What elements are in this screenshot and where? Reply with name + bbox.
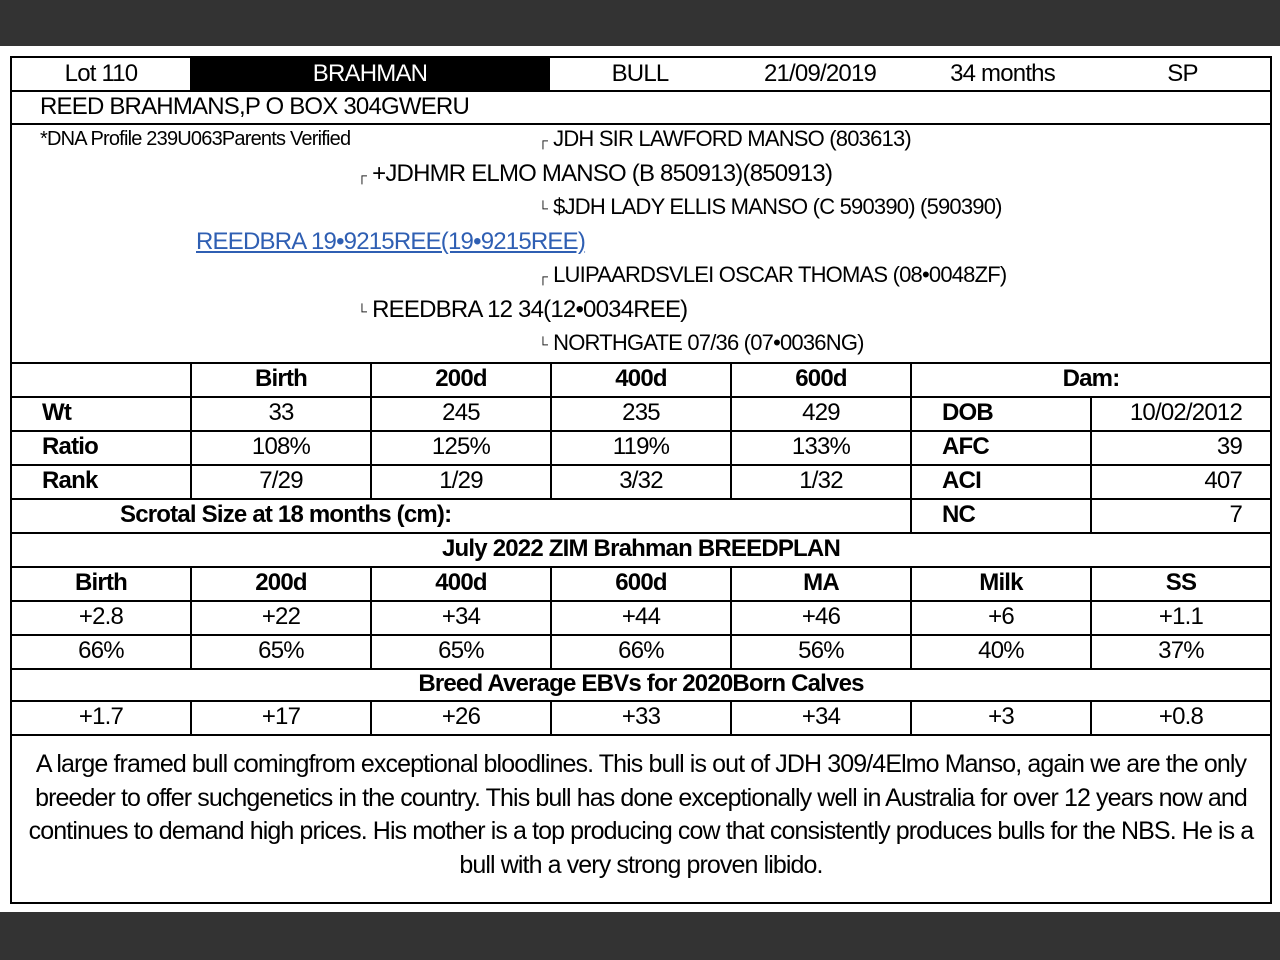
dam-nc-label: NC — [942, 501, 976, 528]
ebv-header-ss: SS — [1165, 569, 1197, 596]
breeder-address: REED BRAHMANS,P O BOX 304GWERU — [40, 93, 470, 120]
branch-bottom-icon: └ — [357, 302, 367, 319]
ebv-accuracy-ma: 56% — [798, 637, 844, 664]
row-label-ratio: Ratio — [42, 433, 99, 460]
ebv-header-milk: Milk — [979, 569, 1023, 596]
ebv-value-400d: +34 — [441, 603, 481, 630]
dam-dob-label: DOB — [942, 399, 993, 426]
lot-number: Lot 110 — [64, 60, 138, 87]
dam-nc-value: 7 — [1229, 501, 1242, 528]
dam-dob-value: 10/02/2012 — [1129, 399, 1242, 426]
breed-avg-600d: +33 — [621, 703, 661, 730]
pedigree-sire: ┌ +JDHMR ELMO MANSO (B 850913)(850913) — [357, 160, 833, 187]
dam-afc-value: 39 — [1216, 433, 1242, 460]
breed-label: BRAHMAN — [190, 58, 550, 90]
wt-200d: 245 — [442, 399, 480, 426]
pedigree-sire-dam: └ $JDH LADY ELLIS MANSO (C 590390) (590390) — [538, 194, 1002, 219]
branch-bottom-icon: └ — [538, 200, 548, 217]
wt-600d: 429 — [802, 399, 840, 426]
rank-200d: 1/29 — [439, 467, 483, 494]
perf-header-birth: Birth — [255, 365, 307, 392]
breed-avg-200d: +17 — [261, 703, 301, 730]
ebv-accuracy-ss: 37% — [1158, 637, 1204, 664]
rank-400d: 3/32 — [619, 467, 663, 494]
animal-id-link[interactable]: REEDBRA 19•9215REE(19•9215REE) — [196, 228, 586, 255]
scrotal-size-label: Scrotal Size at 18 months (cm): — [120, 501, 452, 528]
top-dark-band — [0, 0, 1280, 46]
row-label-rank: Rank — [42, 467, 98, 494]
sex-label: BULL — [611, 60, 669, 87]
ebv-value-birth: +2.8 — [78, 603, 124, 630]
dam-aci-label: ACI — [942, 467, 981, 494]
breed-avg-ma: +34 — [801, 703, 841, 730]
ebv-value-600d: +44 — [621, 603, 661, 630]
ebv-header-400d: 400d — [435, 569, 487, 596]
breed-avg-400d: +26 — [441, 703, 481, 730]
ebv-accuracy-birth: 66% — [78, 637, 124, 664]
wt-400d: 235 — [622, 399, 660, 426]
ratio-200d: 125% — [431, 433, 491, 460]
dna-profile-note: *DNA Profile 239U063Parents Verified — [40, 128, 351, 150]
scrotal-size-value — [600, 498, 800, 532]
ebv-value-ma: +46 — [801, 603, 841, 630]
age-months: 34 months — [950, 60, 1055, 87]
breedplan-title: July 2022 ZIM Brahman BREEDPLAN — [442, 535, 840, 562]
ebv-header-ma: MA — [803, 569, 839, 596]
dam-title: Dam: — [1062, 365, 1120, 392]
lot-description: A large framed bull comingfrom exceptional bloodlines. This bull is out of JDH 309/4Elmo Manso, again we are the only breeder to offer suchgenetics in the country. This bull has done exceptionally well in Australia for over 12 years now and continues to demand high prices. His mother is a top producing cow that consistently produces bulls for the NBS. He is a bull with a very strong proven libido. — [28, 750, 1254, 879]
ratio-400d: 119% — [612, 433, 670, 460]
breed-average-title: Breed Average EBVs for 2020Born Calves — [418, 670, 864, 697]
perf-header-600d: 600d — [795, 365, 847, 392]
ebv-value-200d: +22 — [261, 603, 301, 630]
ebv-accuracy-milk: 40% — [978, 637, 1024, 664]
bottom-dark-band — [0, 912, 1280, 960]
ebv-header-birth: Birth — [75, 569, 127, 596]
branch-top-icon: ┌ — [538, 268, 548, 285]
perf-header-400d: 400d — [615, 365, 667, 392]
pedigree-dam-dam: └ NORTHGATE 07/36 (07•0036NG) — [538, 330, 864, 355]
ebv-accuracy-600d: 66% — [618, 637, 664, 664]
ebv-accuracy-200d: 65% — [258, 637, 304, 664]
branch-top-icon: ┌ — [357, 166, 367, 183]
breed-avg-ss: +0.8 — [1158, 703, 1204, 730]
pedigree-dam-sire: ┌ LUIPAARDSVLEI OSCAR THOMAS (08•0048ZF) — [538, 262, 1007, 287]
ebv-accuracy-400d: 65% — [438, 637, 484, 664]
rank-birth: 7/29 — [259, 467, 303, 494]
perf-header-200d: 200d — [435, 365, 487, 392]
ebv-value-ss: +1.1 — [1158, 603, 1204, 630]
pedigree-sire-sire: ┌ JDH SIR LAWFORD MANSO (803613) — [538, 126, 911, 151]
breed-avg-birth: +1.7 — [78, 703, 124, 730]
row-label-wt: Wt — [42, 399, 72, 426]
ebv-value-milk: +6 — [988, 603, 1014, 630]
ratio-600d: 133% — [791, 433, 851, 460]
branch-bottom-icon: └ — [538, 336, 548, 353]
rank-600d: 1/32 — [799, 467, 843, 494]
dam-aci-value: 407 — [1204, 467, 1242, 494]
ebv-header-600d: 600d — [615, 569, 667, 596]
status-code: SP — [1167, 60, 1198, 87]
ratio-birth: 108% — [251, 433, 311, 460]
birth-date: 21/09/2019 — [763, 60, 877, 87]
branch-top-icon: ┌ — [538, 132, 548, 149]
breed-avg-milk: +3 — [988, 703, 1014, 730]
wt-birth: 33 — [268, 399, 294, 426]
dam-afc-label: AFC — [942, 433, 989, 460]
ebv-header-200d: 200d — [255, 569, 307, 596]
pedigree-dam: └ REEDBRA 12 34(12•0034REE) — [357, 296, 688, 323]
